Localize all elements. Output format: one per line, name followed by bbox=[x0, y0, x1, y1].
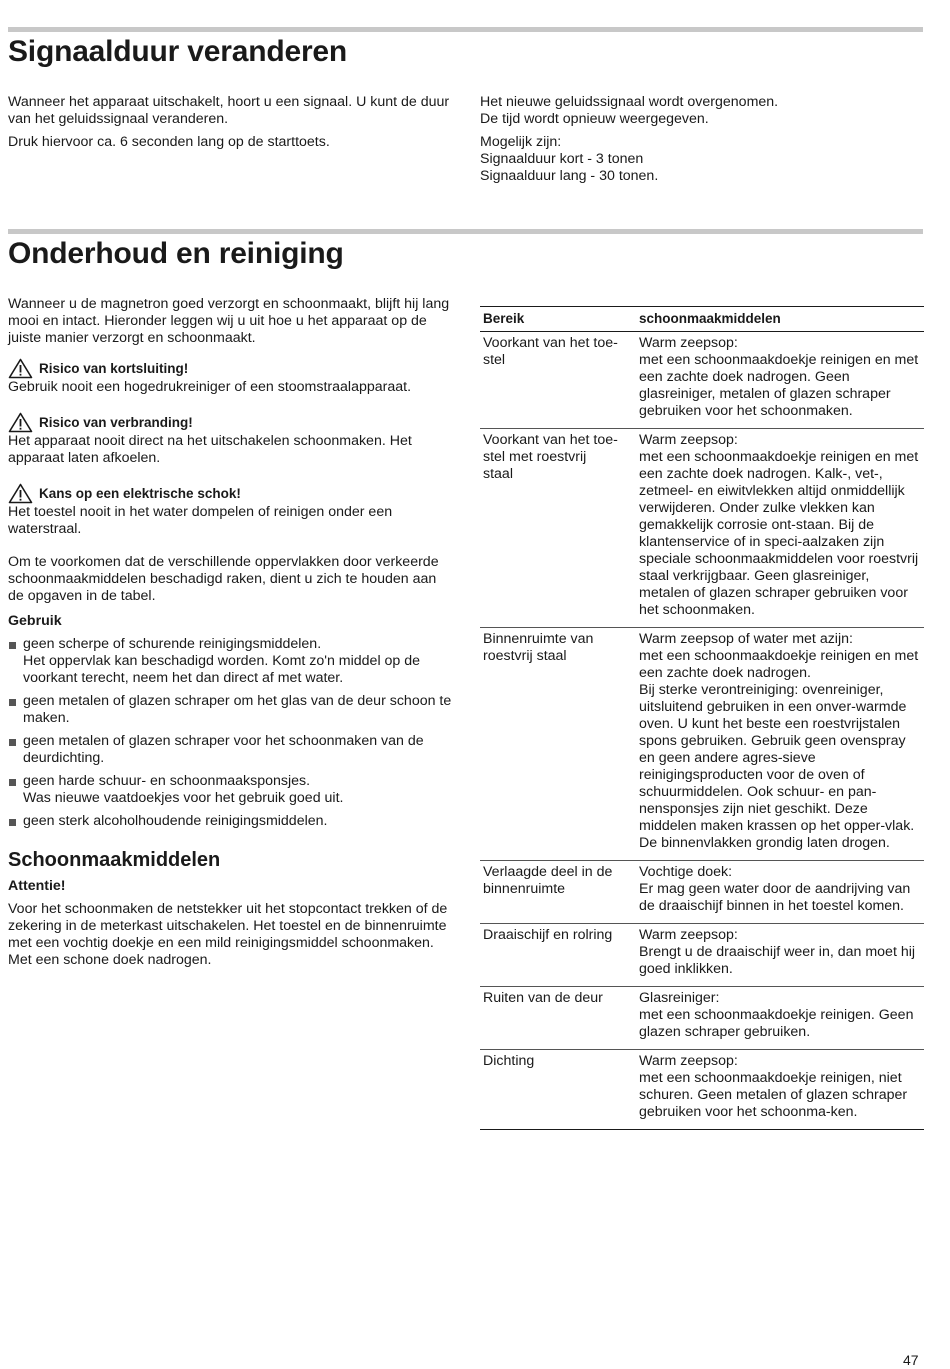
table-cell-area: Binnenruimte van roestvrij staal bbox=[480, 628, 636, 861]
gebruik-list bbox=[8, 636, 454, 830]
warning-text: Het apparaat nooit direct na het uitschakelen schoonmaken. Het apparaat laten afkoelen. bbox=[8, 433, 412, 466]
list-item-text: geen sterk alcoholhoudende reinigingsmiddelen. bbox=[23, 813, 328, 829]
warning-block bbox=[8, 482, 454, 538]
onderhoud-intro: Wanneer u de magnetron goed verzorgt en schoonmaakt, blijft hij lang mooi en intact. Hieronder leggen wij u uit hoe u het apparaat op de juiste manier verzorgt en schoonmaakt. bbox=[8, 296, 450, 346]
table-cell-method: Warm zeepsop of water met azijn: met een schoonmaakdoekje reinigen en met een zachte doek nadrogen. Bij sterke verontreiniging: ovenreiniger, uitsluitend gebruiken in een onver-warmde oven. U kunt het beste een roestvrijstalen spons gebruiken. Gebruik geen ovenspray en geen andere agres-sieve reinigingsproducten voor de oven of schuurmiddelen. Ook schuur- en pan-nensponsjes zijn niet geschikt. Deze middelen maken krassen op het opper-vlak. De binnenvlakken grondig laten drogen. bbox=[636, 628, 924, 861]
onderhoud-left-column bbox=[8, 296, 454, 969]
attention-text: Voor het schoonmaken de netstekker uit het stopcontact trekken of de zekering in de meterkast uitschakelen. Het toestel en de binnenruimte met een vochtig doekje en een mild reinigingsmiddel schoonmaken. Met een schone doek nadrogen. bbox=[8, 901, 448, 968]
warning-title: Kans op een elektrische schok! bbox=[39, 485, 241, 501]
table-row bbox=[480, 1050, 924, 1130]
signaalduur-paragraph: Mogelijk zijn: Signaalduur kort - 3 tonen Signaalduur lang - 30 tonen. bbox=[480, 134, 659, 184]
gebruik-label: Gebruik bbox=[8, 613, 62, 629]
column-header-schoonmaakmiddelen: schoonmaakmiddelen bbox=[636, 307, 924, 332]
list-item bbox=[8, 773, 454, 807]
signaalduur-paragraph: Het nieuwe geluidssignaal wordt overgenomen. De tijd wordt opnieuw weergegeven. bbox=[480, 94, 779, 127]
table-cell-area: Voorkant van het toe- stel met roestvrij staal bbox=[480, 429, 636, 628]
list-item-text: geen metalen of glazen schraper voor het schoonmaken van de deurdichting. bbox=[23, 733, 424, 766]
list-item-text: geen metalen of glazen schraper om het glas van de deur schoon te maken. bbox=[23, 693, 452, 726]
table-cell-method: Warm zeepsop: met een schoonmaakdoekje reinigen en met een zachte doek nadrogen. Kalk-, vet-, zetmeel- en eiwitvlekken altijd onmiddellijk verwijderen. Onder zulke vlekken kan gemakkelijk corrosie ont-staan. Bij de klantenservice of in speci-aalzaken zijn speciale schoonmaakmiddelen voor roestvrij staal verkrijgbaar. Geen glasreiniger, metalen of glazen schraper gebruiken voor het schoonmaken. bbox=[636, 429, 924, 628]
warning-text: Het toestel nooit in het water dompelen of reinigen onder een waterstraal. bbox=[8, 504, 393, 537]
bullet-square-icon bbox=[9, 819, 16, 826]
table-cell-area: Verlaagde deel in de binnenruimte bbox=[480, 861, 636, 924]
warning-title: Risico van kortsluiting! bbox=[39, 360, 189, 376]
table-header-row bbox=[480, 307, 924, 332]
section-title-signaalduur: Signaalduur veranderen bbox=[8, 35, 348, 68]
table-cell-area: Ruiten van de deur bbox=[480, 987, 636, 1050]
table-row bbox=[480, 924, 924, 987]
cleaning-table bbox=[480, 306, 924, 1130]
table-row bbox=[480, 861, 924, 924]
warning-title: Risico van verbranding! bbox=[39, 414, 193, 430]
table-cell-area: Dichting bbox=[480, 1050, 636, 1130]
warning-text: Gebruik nooit een hogedrukreiniger of een stoomstraalapparaat. bbox=[8, 379, 412, 395]
table-row bbox=[480, 332, 924, 429]
page-number: 47 bbox=[903, 1352, 919, 1368]
warning-heading bbox=[8, 357, 454, 379]
list-item bbox=[8, 693, 454, 727]
table-cell-area: Voorkant van het toe- stel bbox=[480, 332, 636, 429]
table-cell-method: Warm zeepsop: Brengt u de draaischijf weer in, dan moet hij goed inklikken. bbox=[636, 924, 924, 987]
table-cell-method: Vochtige doek: Er mag geen water door de aandrijving van de draaischijf binnen in het toestel komen. bbox=[636, 861, 924, 924]
schoonmaakmiddelen-title: Schoonmaakmiddelen bbox=[8, 849, 221, 871]
column-header-bereik: Bereik bbox=[480, 307, 636, 332]
list-item bbox=[8, 813, 454, 830]
list-item-text: geen scherpe of schurende reinigingsmiddelen. Het oppervlak kan beschadigd worden. Komt zo'n middel op de voorkant terecht, neem het dan direct af met water. bbox=[23, 636, 421, 686]
bullet-square-icon bbox=[9, 739, 16, 746]
table-cell-area: Draaischijf en rolring bbox=[480, 924, 636, 987]
bullet-square-icon bbox=[9, 699, 16, 706]
warning-triangle-icon bbox=[8, 358, 33, 379]
bullet-square-icon bbox=[9, 642, 16, 649]
table-cell-method: Warm zeepsop: met een schoonmaakdoekje reinigen, niet schuren. Geen metalen of glazen schraper gebruiken voor het schoonma-ken. bbox=[636, 1050, 924, 1130]
signaalduur-paragraph: Druk hiervoor ca. 6 seconden lang op de starttoets. bbox=[8, 134, 330, 150]
section-rule-top bbox=[8, 27, 923, 32]
signaalduur-paragraph: Wanneer het apparaat uitschakelt, hoort u een signaal. U kunt de duur van het geluidssignaal veranderen. bbox=[8, 94, 450, 127]
warning-block bbox=[8, 411, 454, 467]
signaalduur-left-column bbox=[8, 94, 458, 151]
warning-block bbox=[8, 357, 454, 396]
table-row bbox=[480, 987, 924, 1050]
table-cell-method: Warm zeepsop: met een schoonmaakdoekje reinigen en met een zachte doek nadrogen. Geen glasreiniger, metalen of glazen schraper gebruiken voor het schoonmaken. bbox=[636, 332, 924, 429]
list-item-text: geen harde schuur- en schoonmaaksponsjes. Was nieuwe vaatdoekjes voor het gebruik goed uit. bbox=[23, 773, 344, 806]
section-title-onderhoud: Onderhoud en reiniging bbox=[8, 237, 344, 270]
onderhoud-note: Om te voorkomen dat de verschillende oppervlakken door verkeerde schoonmaakmiddelen beschadigd raken, dient u zich te houden aan de opgaven in de tabel. bbox=[8, 554, 439, 604]
warning-heading bbox=[8, 482, 454, 504]
table-row bbox=[480, 628, 924, 861]
list-item bbox=[8, 733, 454, 767]
table-row bbox=[480, 429, 924, 628]
bullet-square-icon bbox=[9, 779, 16, 786]
attention-label: Attentie! bbox=[8, 878, 66, 894]
section-rule-middle bbox=[8, 229, 923, 234]
signaalduur-right-column bbox=[480, 94, 920, 185]
table-cell-method: Glasreiniger: met een schoonmaakdoekje reinigen. Geen glazen schraper gebruiken. bbox=[636, 987, 924, 1050]
warning-heading bbox=[8, 411, 454, 433]
warning-triangle-icon bbox=[8, 412, 33, 433]
warning-triangle-icon bbox=[8, 483, 33, 504]
list-item bbox=[8, 636, 454, 687]
